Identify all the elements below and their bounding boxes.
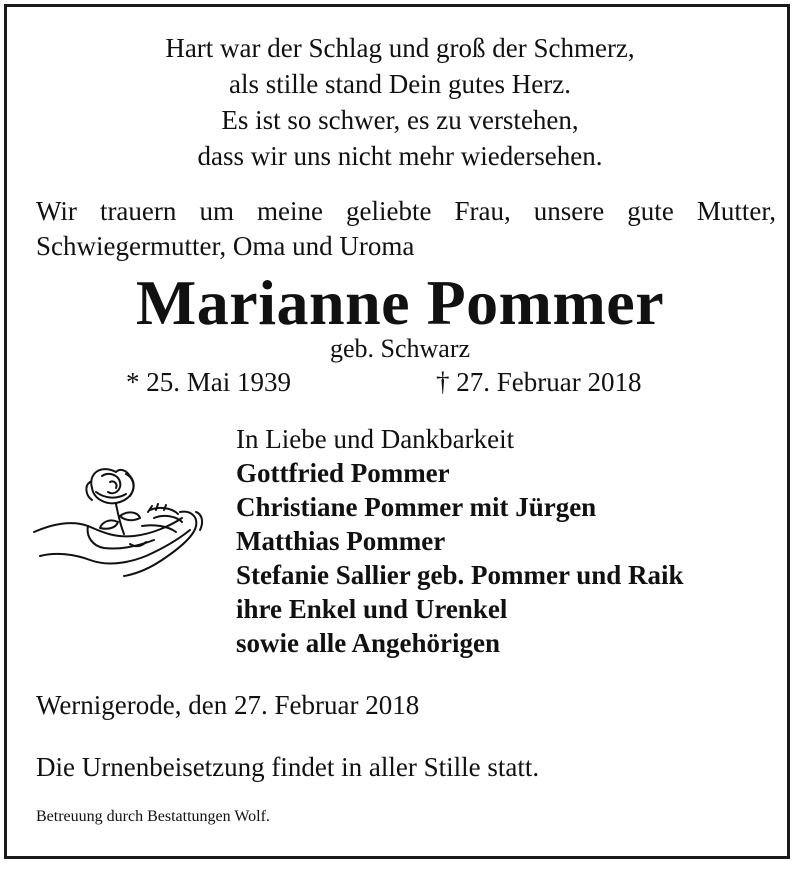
memorial-poem xyxy=(0,30,800,174)
mourner-name: sowie alle Angehörigen xyxy=(236,628,500,658)
maiden-name: geb. Schwarz xyxy=(329,334,471,363)
mourners-lead: In Liebe und Dankbarkeit xyxy=(236,424,515,454)
burial-notice: Die Urnenbeisetzung findet in aller Stille statt. xyxy=(36,752,540,782)
poem-line: dass wir uns nicht mehr wiedersehen. xyxy=(197,141,603,171)
mourner-name: Christiane Pommer mit Jürgen xyxy=(236,492,597,522)
undertaker-credit: Betreuung durch Bestattungen Wolf. xyxy=(36,808,270,825)
death-date: † 27. Februar 2018 xyxy=(436,367,642,397)
mourner-name: Gottfried Pommer xyxy=(236,458,450,488)
birth-date: * 25. Mai 1939 xyxy=(126,367,291,397)
mourner-name: Matthias Pommer xyxy=(236,526,446,556)
mourner-name: ihre Enkel und Urenkel xyxy=(236,594,508,624)
poem-line: als stille stand Dein gutes Herz. xyxy=(229,69,571,99)
deceased-name: Marianne Pommer xyxy=(135,267,665,338)
mourning-intro-line: Wir trauern um meine geliebte Frau, unsere gute Mutter, xyxy=(36,196,776,226)
mourners-block xyxy=(236,422,684,660)
mourning-intro-line: Schwiegermutter, Oma und Uroma xyxy=(36,231,415,261)
poem-line: Hart war der Schlag und groß der Schmerz, xyxy=(165,33,635,63)
mourner-name: Stefanie Sallier geb. Pommer und Raik xyxy=(236,560,684,590)
place-and-date: Wernigerode, den 27. Februar 2018 xyxy=(36,690,420,720)
poem-line: Es ist so schwer, es zu verstehen, xyxy=(221,105,579,135)
rose-in-hands-icon xyxy=(30,452,208,584)
